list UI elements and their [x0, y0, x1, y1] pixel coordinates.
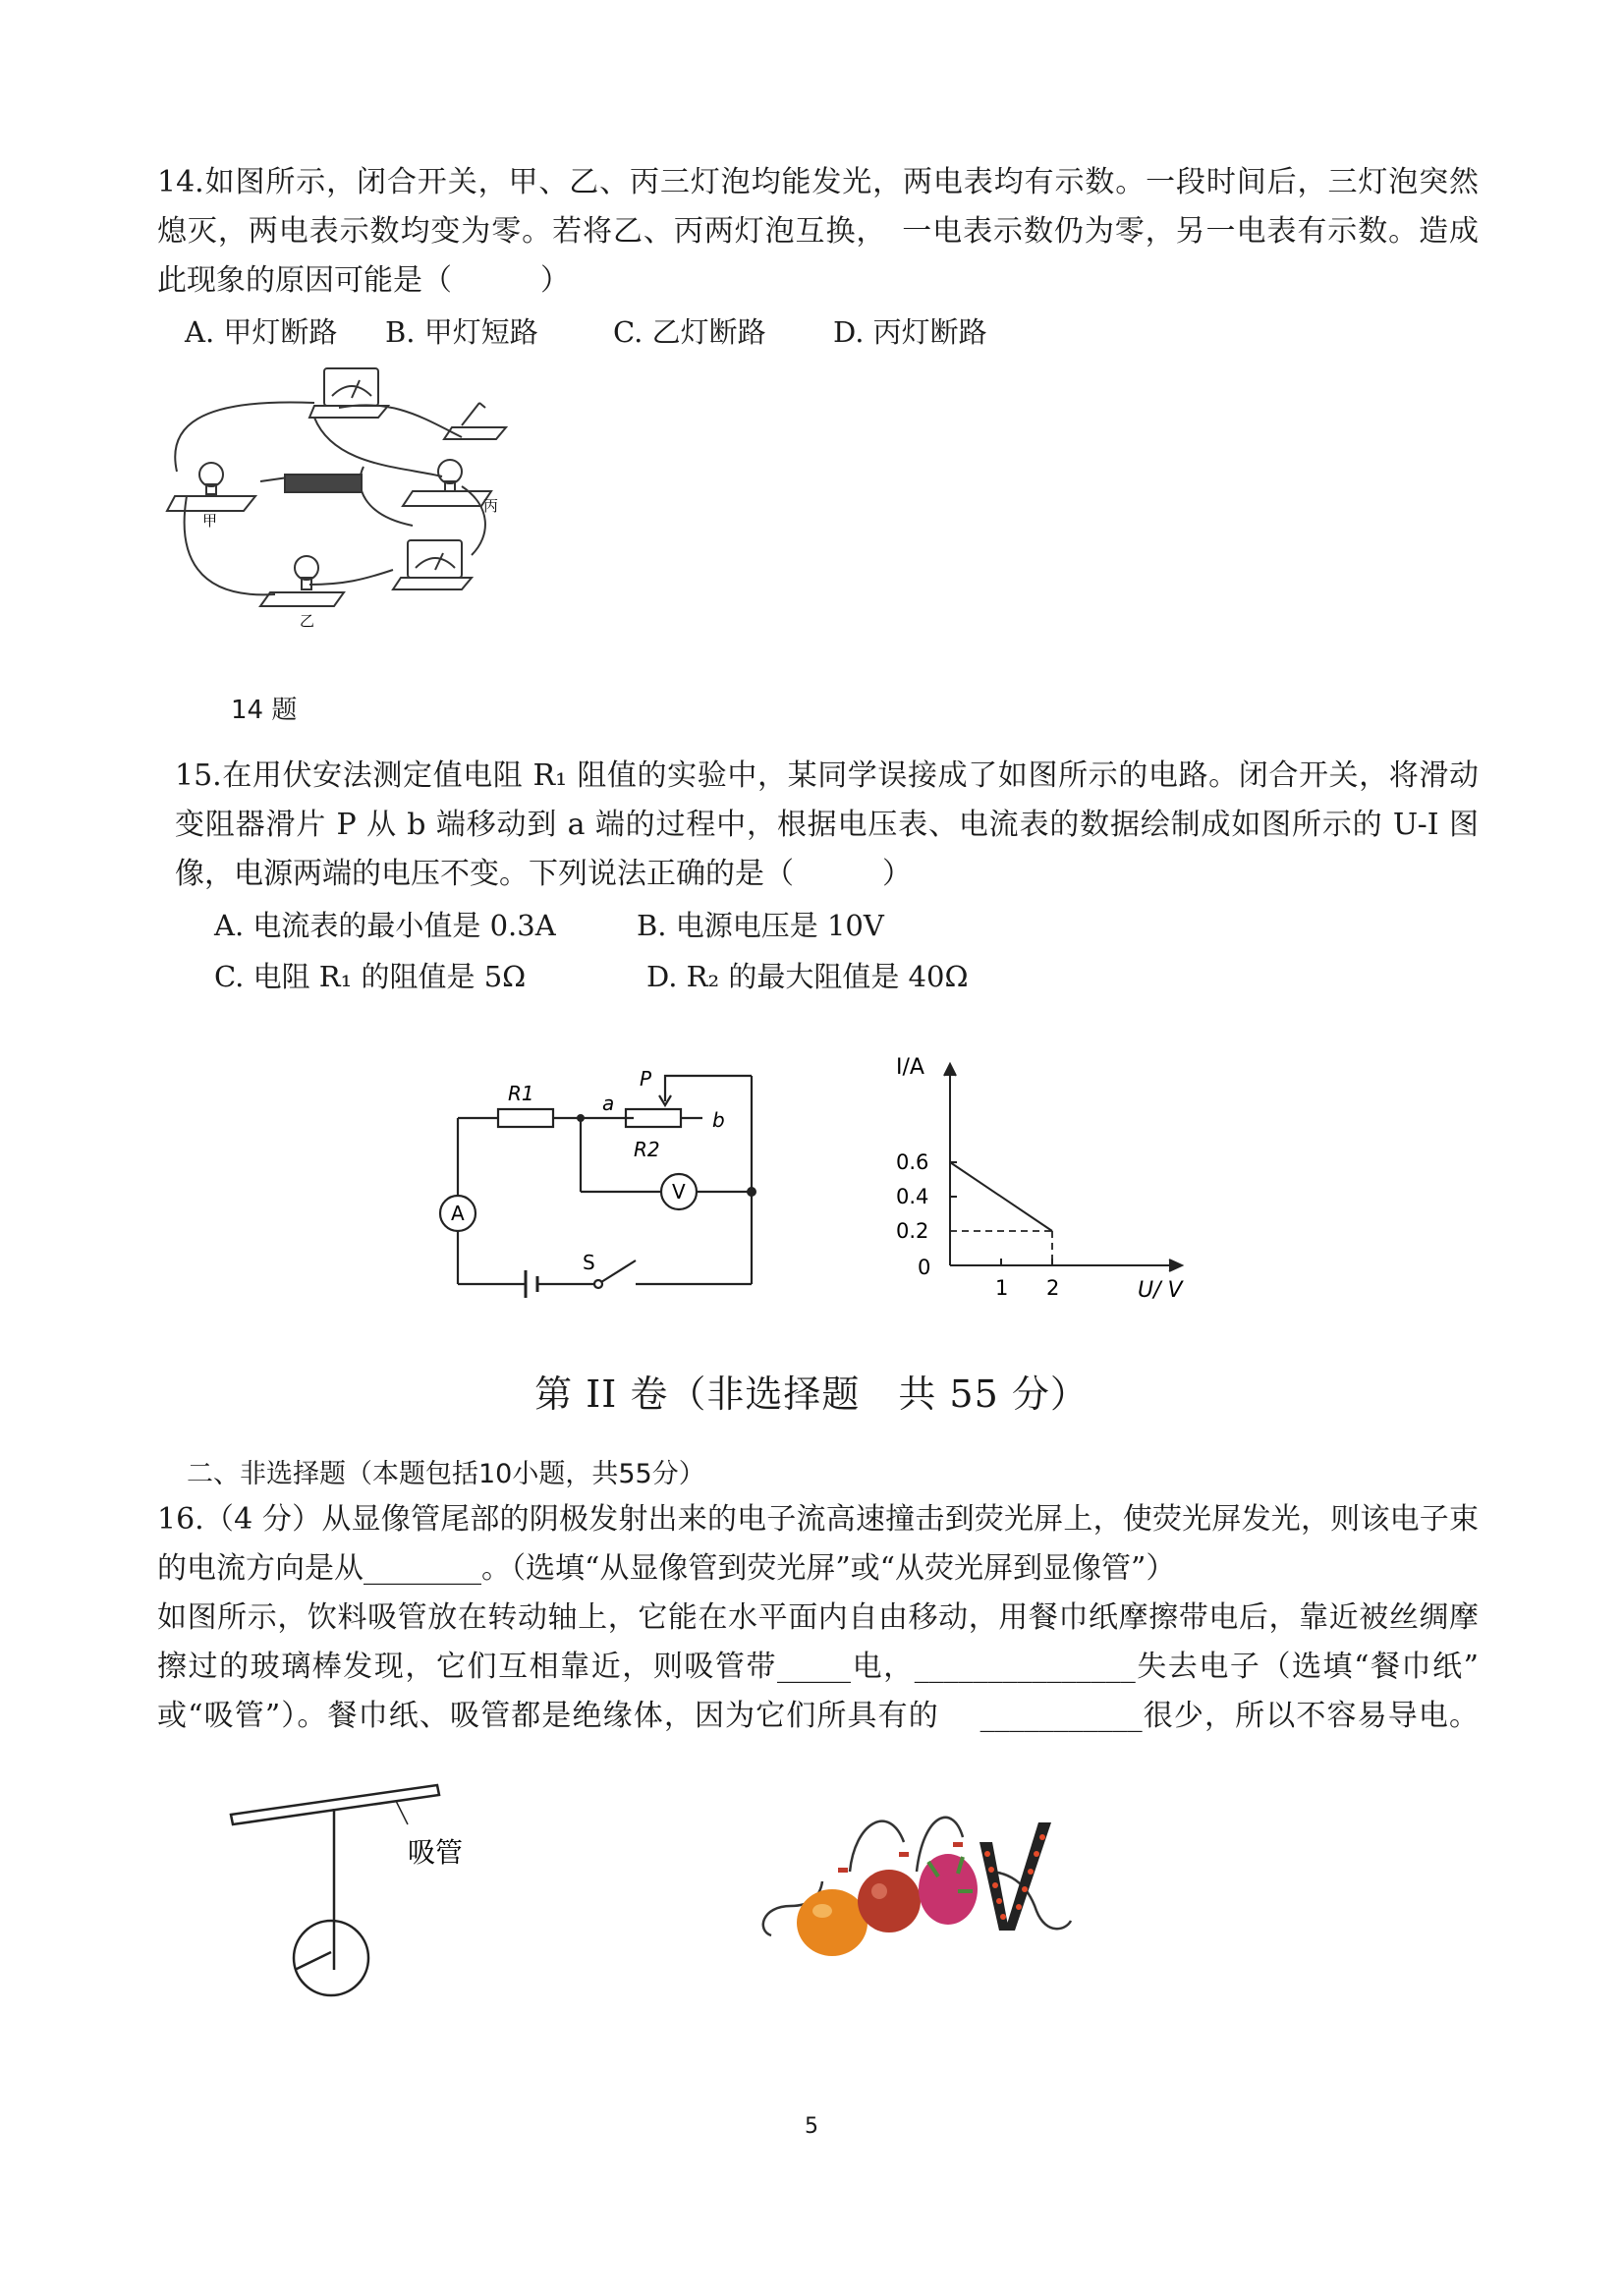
x-tick-label: 1: [995, 1276, 1009, 1300]
q14-option-a: A. 甲灯断路: [185, 315, 338, 349]
label-a: a: [602, 1092, 615, 1115]
q15-ui-chart: [884, 1056, 1208, 1302]
straw-label: 吸管: [408, 1836, 464, 1869]
q14-circuit-figure: [167, 359, 521, 630]
q15-line-2: 变阻器滑片 P 从 b 端移动到 a 端的过程中，根据电压表、电流表的数据绘制成如图所示的 U-I 图: [175, 808, 1479, 842]
x-tick-label: 2: [1046, 1276, 1060, 1300]
q16-line-5: 或“吸管”）。餐巾纸、吸管都是绝缘体，因为它们所具有的 ___________很少，所以不容易导电。: [157, 1699, 1479, 1733]
y-tick-label: 0.4: [896, 1185, 929, 1208]
q14-line-3: 此现象的原因可能是（ ）: [157, 263, 570, 298]
chart-origin-label: 0: [918, 1256, 931, 1279]
orange-fruit: [797, 1889, 867, 1956]
q15-line-1: 15.在用伏安法测定值电阻 R₁ 阻值的实验中，某同学误接成了如图所示的电路。闭合开关，将滑动: [175, 758, 1479, 793]
label-switch: S: [583, 1251, 595, 1274]
q15-option-d: D. R₂ 的最大阻值是 40Ω: [646, 960, 969, 993]
q14-option-c: C. 乙灯断路: [613, 315, 766, 349]
q14-option-d: D. 丙灯断路: [833, 315, 987, 349]
q15-line-3: 像，电源两端的电压不变。下列说法正确的是（ ）: [175, 857, 912, 891]
page-number: 5: [805, 2114, 818, 2139]
label-p: P: [640, 1067, 652, 1091]
straw-figure: [221, 1773, 464, 1989]
label-r2: R2: [634, 1138, 660, 1161]
q16-line-2: 的电流方向是从________。（选填“从显像管到荧光屏”或“从荧光屏到显像管”）: [157, 1551, 1176, 1586]
resistor-r2: [626, 1109, 681, 1127]
label-b: b: [712, 1108, 725, 1132]
q16-line-3: 如图所示，饮料吸管放在转动轴上，它能在水平面内自由移动，用餐巾纸摩擦带电后，靠近被丝绸摩: [157, 1600, 1479, 1635]
section-title: 第 II 卷（非选择题 共 55 分）: [534, 1372, 1089, 1416]
voltmeter-label: V: [672, 1180, 686, 1204]
q15-option-b: B. 电源电压是 10V: [637, 909, 884, 942]
chart-xlabel: U/ V: [1138, 1278, 1183, 1303]
q14-label-jia: 甲: [202, 512, 218, 530]
q14-line-1: 14.如图所示，闭合开关，甲、乙、丙三灯泡均能发光，两电表均有示数。一段时间后，三灯泡突然: [157, 165, 1479, 199]
q16-line-1: 16.（4 分）从显像管尾部的阴极发射出来的电子流高速撞击到荧光屏上，使荧光屏发光，则该电子束: [157, 1502, 1479, 1537]
ammeter-label: A: [451, 1202, 465, 1225]
pomegranate-fruit: [858, 1870, 921, 1932]
y-tick-label: 0.6: [896, 1150, 929, 1174]
q15-option-c: C. 电阻 R₁ 的阻值是 5Ω: [214, 960, 527, 993]
q15-circuit-diagram: [418, 1066, 781, 1321]
chart-ylabel: I/A: [896, 1055, 924, 1080]
q14-option-b: B. 甲灯短路: [385, 315, 538, 349]
section-heading: 二、非选择题（本题包括10小题，共55分）: [187, 1459, 705, 1489]
resistor-r1: [498, 1109, 553, 1127]
fruit-battery-figure: [752, 1783, 1076, 1965]
label-r1: R1: [508, 1082, 534, 1105]
y-tick-label: 0.2: [896, 1219, 929, 1243]
q14-label-yi: 乙: [300, 612, 315, 630]
led-v-shape: [979, 1822, 1051, 1931]
ui-series-line: [950, 1162, 1052, 1231]
q14-label-bing: 丙: [483, 497, 499, 515]
q16-line-4: 擦过的玻璃棒发现，它们互相靠近，则吸管带_____电，_______________失去电子（选填“餐巾纸”: [157, 1650, 1479, 1684]
q14-figure-caption: 14 题: [231, 696, 298, 725]
q14-line-2: 熄灭，两电表示数均变为零。若将乙、丙两灯泡互换， 一电表示数仍为零，另一电表有示数。造成: [157, 214, 1479, 249]
q15-option-a: A. 电流表的最小值是 0.3A: [214, 909, 556, 942]
